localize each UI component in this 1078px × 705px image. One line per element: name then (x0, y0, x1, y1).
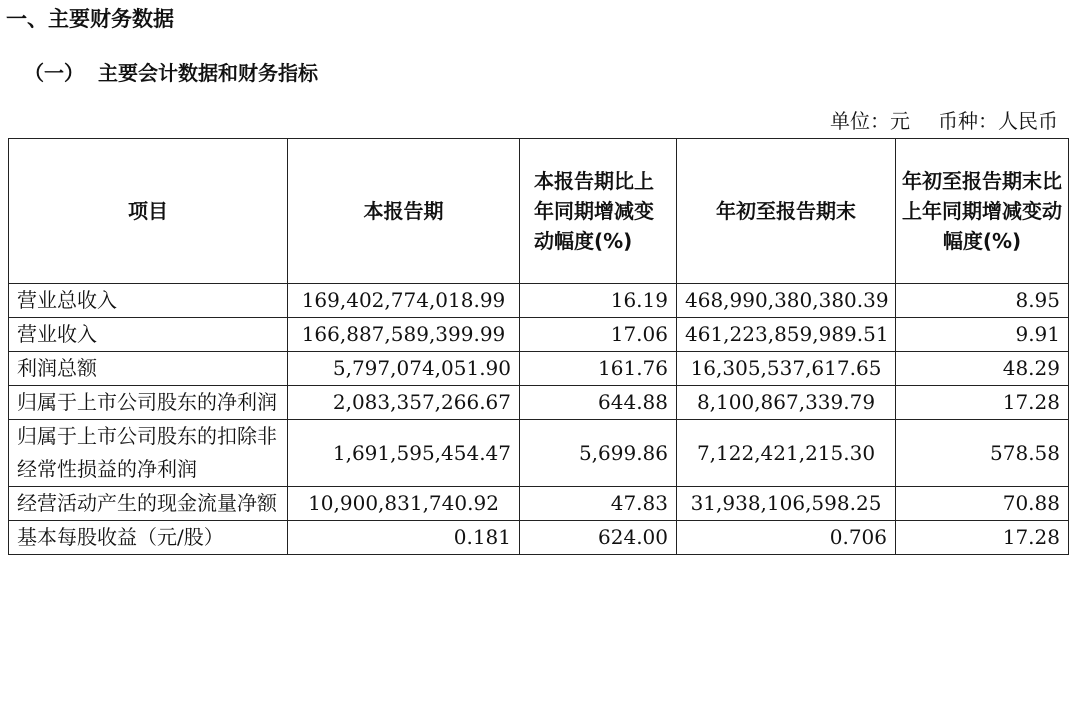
ytd-change: 578.58 (896, 420, 1069, 487)
table-row (9, 284, 1069, 318)
header-ytd: 年初至报告期末 (677, 139, 896, 284)
row-label: 经营活动产生的现金流量净额 (9, 487, 288, 521)
current-period-value: 169,402,774,018.99 (288, 284, 520, 318)
current-period-value: 10,900,831,740.92 (288, 487, 520, 521)
current-period-value: 0.181 (288, 521, 520, 555)
ytd-value: 7,122,421,215.30 (677, 420, 896, 487)
ytd-change: 48.29 (896, 352, 1069, 386)
table-row (9, 386, 1069, 420)
ytd-value: 16,305,537,617.65 (677, 352, 896, 386)
ytd-change: 70.88 (896, 487, 1069, 521)
header-current-period-change: 本报告期比上年同期增减变动幅度(%) (520, 139, 677, 284)
current-period-change: 16.19 (520, 284, 677, 318)
table-row (9, 420, 1069, 487)
ytd-change: 8.95 (896, 284, 1069, 318)
table-row (9, 352, 1069, 386)
table-header-row (9, 139, 1069, 284)
table-row (9, 521, 1069, 555)
ytd-value: 8,100,867,339.79 (677, 386, 896, 420)
subsection-number: （一） (24, 61, 84, 85)
ytd-change: 17.28 (896, 386, 1069, 420)
subsection-heading (24, 58, 318, 88)
ytd-value: 468,990,380,380.39 (677, 284, 896, 318)
ytd-change: 9.91 (896, 318, 1069, 352)
current-period-change: 161.76 (520, 352, 677, 386)
current-period-change: 17.06 (520, 318, 677, 352)
header-current-period: 本报告期 (288, 139, 520, 284)
table-row (9, 487, 1069, 521)
current-period-change: 624.00 (520, 521, 677, 555)
row-label: 基本每股收益（元/股） (9, 521, 288, 555)
ytd-value: 0.706 (677, 521, 896, 555)
subsection-title: 主要会计数据和财务指标 (98, 61, 318, 85)
currency-label: 币种：人民币 (938, 109, 1058, 133)
current-period-value: 1,691,595,454.47 (288, 420, 520, 487)
ytd-change: 17.28 (896, 521, 1069, 555)
header-ytd-change: 年初至报告期末比上年同期增减变动幅度(%) (896, 139, 1069, 284)
section-heading: 一、主要财务数据 (6, 7, 174, 31)
current-period-value: 166,887,589,399.99 (288, 318, 520, 352)
ytd-value: 461,223,859,989.51 (677, 318, 896, 352)
row-label: 营业收入 (9, 318, 288, 352)
table-row (9, 318, 1069, 352)
current-period-change: 47.83 (520, 487, 677, 521)
current-period-change: 644.88 (520, 386, 677, 420)
current-period-value: 5,797,074,051.90 (288, 352, 520, 386)
header-item: 项目 (9, 139, 288, 284)
row-label: 归属于上市公司股东的净利润 (9, 386, 288, 420)
current-period-value: 2,083,357,266.67 (288, 386, 520, 420)
current-period-change: 5,699.86 (520, 420, 677, 487)
unit-note (830, 106, 1058, 136)
unit-label: 单位：元 (830, 109, 910, 133)
financial-data-table (8, 138, 1069, 555)
row-label: 归属于上市公司股东的扣除非经常性损益的净利润 (9, 420, 288, 487)
row-label: 利润总额 (9, 352, 288, 386)
ytd-value: 31,938,106,598.25 (677, 487, 896, 521)
row-label: 营业总收入 (9, 284, 288, 318)
